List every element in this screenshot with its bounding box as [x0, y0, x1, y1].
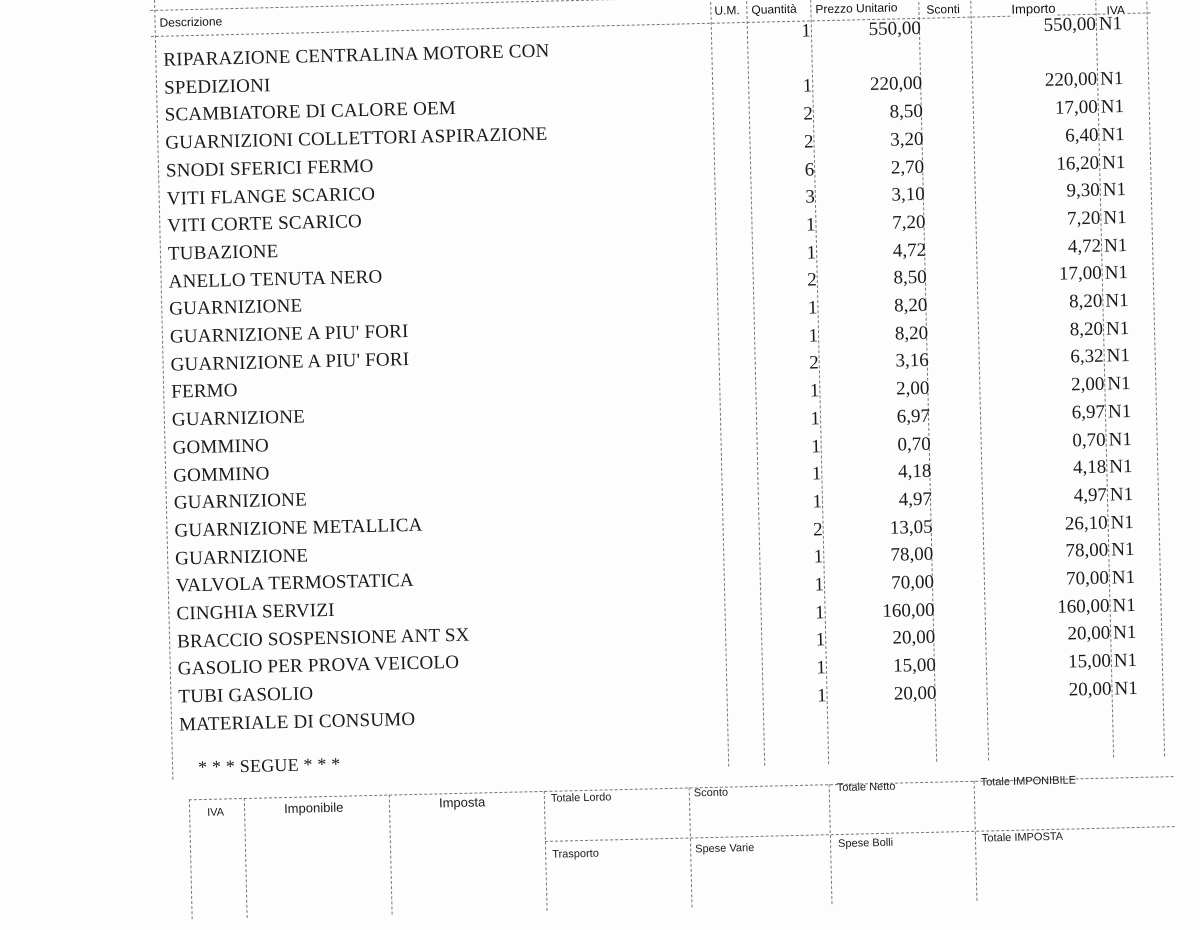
item-amount: 8,20	[1068, 290, 1103, 313]
item-description: RIPARAZIONE CENTRALINA MOTORE CON	[163, 40, 550, 71]
item-vat: N1	[1105, 290, 1129, 312]
item-quantity: 1	[816, 657, 827, 679]
item-description: GUARNIZIONE	[171, 406, 306, 431]
item-amount: 4,72	[1067, 235, 1102, 258]
item-quantity: 1	[812, 491, 823, 513]
item-amount: 70,00	[1065, 567, 1110, 590]
item-quantity: 2	[803, 103, 814, 125]
item-quantity: 1	[807, 297, 818, 319]
item-quantity: 1	[816, 685, 827, 707]
item-description: GUARNIZIONE A PIU' FORI	[169, 321, 409, 348]
item-unit-price: 220,00	[869, 73, 923, 96]
item-amount: 15,00	[1067, 650, 1112, 673]
item-quantity: 1	[810, 435, 821, 458]
item-unit-price: 4,97	[898, 488, 933, 511]
item-vat: N1	[1101, 123, 1125, 146]
item-vat: N1	[1099, 68, 1124, 91]
item-unit-price: 4,18	[897, 460, 932, 483]
item-unit-price: 3,10	[891, 183, 926, 206]
item-unit-price: 15,00	[892, 654, 937, 677]
item-quantity: 1	[814, 574, 825, 596]
item-vat: N1	[1107, 373, 1131, 395]
footer-misc-expenses: Spese Varie	[695, 842, 755, 856]
item-quantity: 1	[802, 75, 813, 98]
item-vat: N1	[1113, 650, 1138, 672]
item-description: GOMMINO	[172, 435, 270, 459]
item-vat: N1	[1098, 13, 1123, 35]
item-description: GUARNIZIONE METALLICA	[174, 514, 423, 542]
item-amount: 17,00	[1054, 96, 1099, 119]
item-vat: N1	[1114, 677, 1138, 700]
footer-taxable: Imponibile	[283, 799, 344, 817]
item-quantity: 1	[814, 601, 825, 624]
footer-total-tax: Totale IMPOSTA	[981, 830, 1064, 845]
item-vat: N1	[1111, 566, 1136, 589]
item-description: GASOLIO PER PROVA VEICOLO	[177, 652, 460, 680]
item-amount: 6,40	[1064, 124, 1099, 147]
item-description: FERMO	[171, 380, 238, 403]
item-description: VALVOLA TERMOSTATICA	[175, 570, 415, 597]
item-quantity: 3	[805, 186, 816, 208]
item-unit-price	[822, 68, 922, 70]
invoice-sheet	[150, 0, 1182, 930]
item-quantity: 1	[805, 214, 816, 236]
item-vat: N1	[1103, 206, 1127, 229]
item-amount: 4,97	[1073, 484, 1108, 507]
item-description: VITI FLANGE SCARICO	[166, 183, 376, 210]
footer-stamp-expenses: Spese Bolli	[837, 836, 894, 851]
item-vat: N1	[1108, 428, 1133, 451]
item-amount: 550,00	[1043, 13, 1097, 36]
item-amount: 20,00	[1068, 678, 1112, 701]
item-vat: N1	[1112, 594, 1137, 617]
item-description: GUARNIZIONE	[174, 545, 309, 570]
header-amount: Importo	[1011, 0, 1056, 17]
item-vat: N1	[1109, 456, 1133, 478]
footer-gross-total: Totale Lordo	[550, 791, 612, 805]
item-unit-price: 2,70	[890, 156, 925, 179]
item-unit-price: 160,00	[882, 599, 935, 622]
footer-net-total: Totale Netto	[836, 780, 896, 795]
item-unit-price: 8,20	[894, 322, 929, 345]
item-unit-price: 2,00	[895, 377, 930, 400]
item-unit-price: 0,70	[897, 433, 931, 456]
item-amount: 20,00	[1067, 622, 1111, 645]
item-amount: 220,00	[1044, 69, 1098, 92]
item-quantity: 2	[812, 518, 823, 541]
header-discounts: Sconti	[926, 1, 960, 17]
item-quantity: 2	[807, 269, 818, 291]
item-vat: N1	[1102, 179, 1127, 201]
totals-box	[189, 776, 1177, 919]
continues-note: * * * SEGUE * * *	[197, 753, 341, 778]
item-vat: N1	[1109, 483, 1134, 506]
header-um: U.M.	[714, 3, 740, 18]
item-quantity: 1	[801, 20, 812, 42]
item-quantity: 2	[803, 131, 814, 153]
item-vat	[1100, 62, 1145, 63]
item-description: GOMMINO	[172, 462, 270, 487]
item-unit-price: 8,50	[893, 267, 928, 289]
item-amount: 6,32	[1070, 346, 1104, 368]
item-vat: N1	[1105, 317, 1130, 340]
item-unit-price: 70,00	[890, 571, 935, 594]
item-description: SNODI SFERICI FERMO	[165, 155, 374, 182]
item-unit-price: 4,72	[892, 239, 927, 262]
item-unit-price: 13,05	[889, 516, 933, 539]
item-description: GUARNIZIONE A PIU' FORI	[170, 348, 410, 376]
item-vat: N1	[1112, 622, 1137, 644]
item-amount: 16,20	[1056, 152, 1100, 175]
item-description: TUBAZIONE	[167, 240, 279, 265]
item-amount: 26,10	[1064, 512, 1108, 535]
item-vat: N1	[1100, 96, 1125, 118]
item-vat: N1	[1104, 262, 1129, 284]
item-unit-price: 3,20	[890, 128, 924, 151]
item-vat: N1	[1107, 400, 1132, 423]
item-quantity: 1	[809, 380, 820, 402]
item-amount: 7,20	[1066, 207, 1101, 230]
footer-vat: IVA	[207, 806, 225, 819]
item-amount: 4,18	[1072, 456, 1107, 479]
item-vat: N1	[1106, 345, 1131, 367]
footer-transport: Trasporto	[552, 847, 600, 861]
footer-total-taxable: Totale IMPONIBILE	[980, 774, 1077, 789]
item-description: MATERIALE DI CONSUMO	[178, 708, 416, 736]
item-quantity	[772, 70, 812, 71]
item-description: SPEDIZIONI	[163, 74, 271, 99]
item-unit-price: 8,20	[893, 294, 928, 317]
header-vat: IVA	[1106, 3, 1126, 18]
item-quantity: 1	[813, 546, 824, 568]
item-unit-price: 8,50	[889, 100, 924, 123]
item-quantity: 6	[804, 158, 815, 181]
header-unit-price: Prezzo Unitario	[815, 0, 898, 17]
item-unit-price: 20,00	[892, 627, 936, 650]
header-quantity: Quantità	[751, 1, 797, 17]
item-vat: N1	[1103, 234, 1128, 257]
item-description: ANELLO TENUTA NERO	[168, 266, 383, 293]
item-description: SCAMBIATORE DI CALORE OEM	[164, 98, 457, 127]
item-description: BRACCIO SOSPENSIONE ANT SX	[176, 624, 470, 653]
item-amount: 17,00	[1058, 262, 1102, 285]
item-amount: 78,00	[1065, 539, 1109, 562]
item-unit-price: 20,00	[893, 682, 937, 705]
item-description: VITI CORTE SCARICO	[167, 211, 363, 237]
item-description: TUBI GASOLIO	[178, 683, 314, 708]
item-unit-price: 7,20	[891, 211, 926, 234]
item-amount: 6,97	[1071, 401, 1106, 424]
item-quantity: 2	[808, 352, 819, 374]
item-description: GUARNIZIONE	[169, 295, 303, 320]
item-vat: N1	[1101, 151, 1126, 174]
item-quantity: 1	[806, 241, 817, 264]
header-top-line	[150, 0, 1150, 11]
item-unit-price: 78,00	[890, 543, 934, 567]
item-amount: 9,30	[1066, 179, 1100, 202]
item-unit-price: 550,00	[868, 17, 922, 41]
item-unit-price: 3,16	[895, 350, 929, 372]
footer-discount: Sconto	[693, 786, 729, 800]
item-vat: N1	[1110, 539, 1135, 561]
item-description: CINGHIA SERVIZI	[176, 599, 335, 625]
item-amount: 0,70	[1072, 429, 1106, 451]
item-amount: 8,20	[1069, 318, 1104, 341]
item-vat: N1	[1110, 511, 1135, 534]
item-unit-price: 6,97	[896, 405, 931, 428]
item-quantity: 1	[811, 463, 822, 485]
item-quantity: 1	[808, 325, 819, 347]
item-amount	[977, 63, 1097, 66]
item-amount: 160,00	[1057, 595, 1110, 618]
footer-tax: Imposta	[438, 794, 486, 811]
header-description: Descrizione	[159, 14, 223, 30]
item-description: GUARNIZIONI COLLETTORI ASPIRAZIONE	[165, 123, 548, 154]
item-amount: 2,00	[1070, 373, 1105, 396]
item-quantity: 1	[815, 629, 826, 651]
item-quantity: 1	[810, 408, 821, 430]
item-description: GUARNIZIONE	[173, 489, 308, 514]
